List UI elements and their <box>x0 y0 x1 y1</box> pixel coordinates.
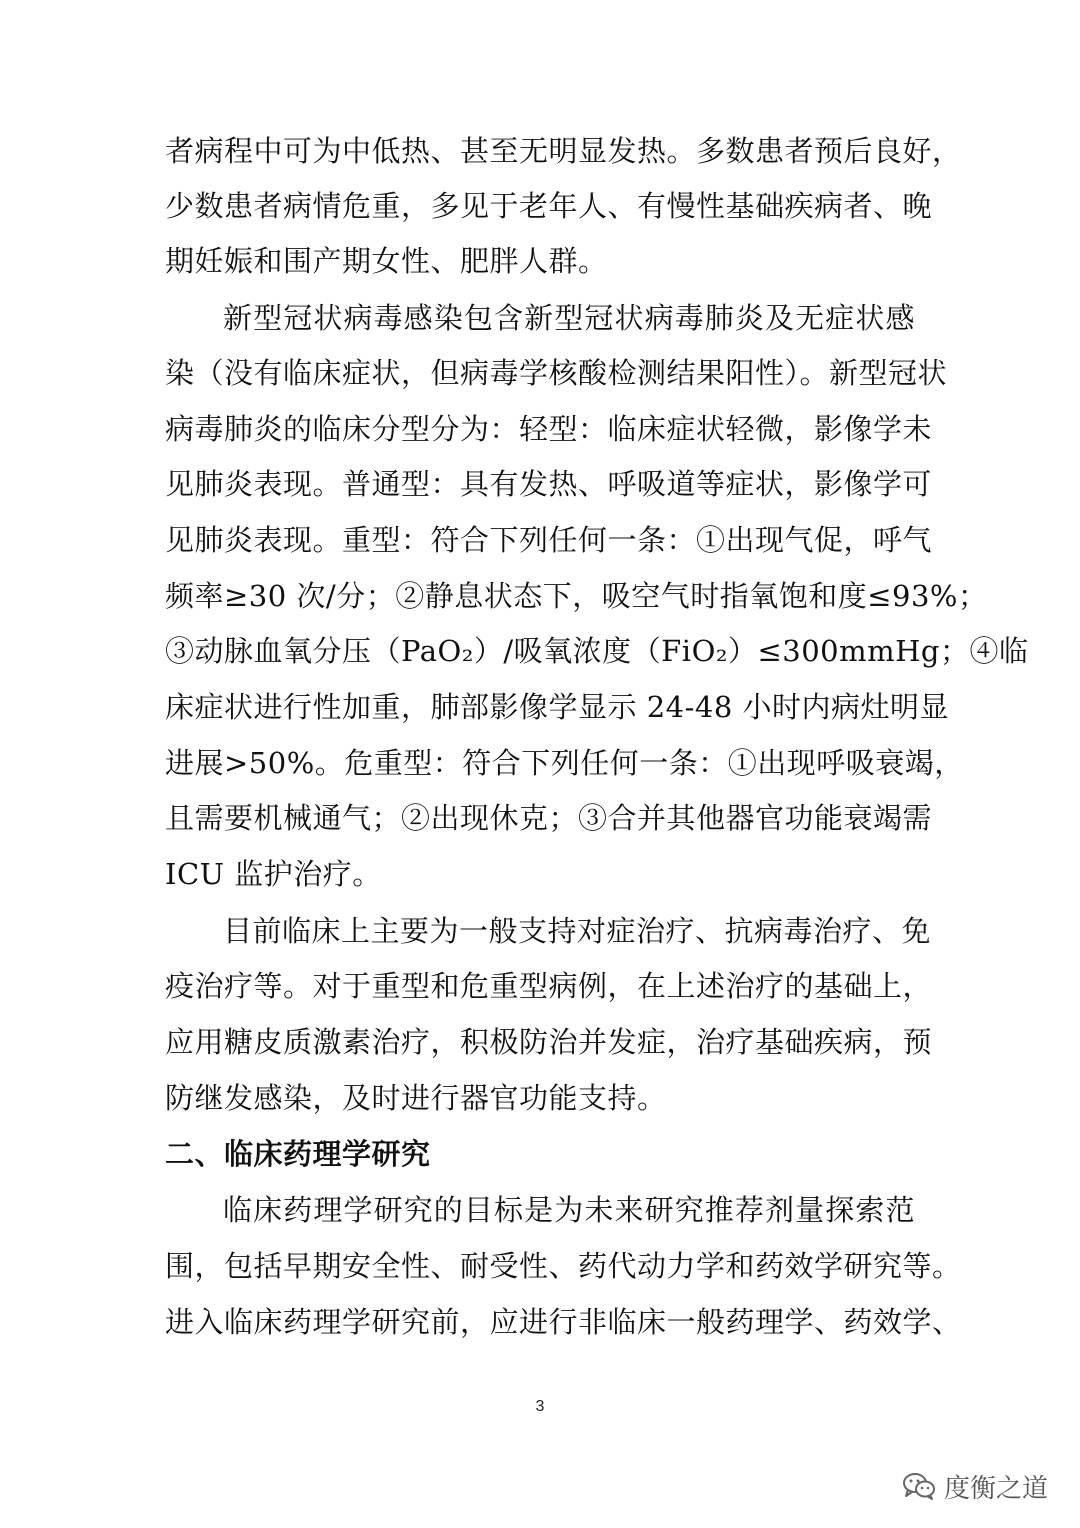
paragraph-2-line-7: ③动脉血氧分压（PaO₂）/吸氧浓度（FiO₂）≤300mmHg；④临 <box>165 634 1029 668</box>
paragraph-2-line-2: 染（没有临床症状，但病毒学核酸检测结果阳性）。新型冠状 <box>165 356 948 390</box>
paragraph-2-line-11: ICU 监护治疗。 <box>165 857 382 891</box>
section-paragraph-line-3: 进入临床药理学研究前，应进行非临床一般药理学、药效学、 <box>165 1305 962 1339</box>
paragraph-3-line-3: 应用糖皮质激素治疗，积极防治并发症，治疗基础疾病，预 <box>165 1025 933 1059</box>
paragraph-2-line-6: 频率≥30 次/分；②静息状态下，吸空气时指氧饱和度≤93%； <box>165 579 988 613</box>
paragraph-2-line-3: 病毒肺炎的临床分型分为：轻型：临床症状轻微，影像学未 <box>165 412 933 446</box>
paragraph-3-line-1: 目前临床上主要为一般支持对症治疗、抗病毒治疗、免 <box>223 914 932 948</box>
wechat-icon <box>902 1471 936 1501</box>
paragraph-2-line-8: 床症状进行性加重，肺部影像学显示 24-48 小时内病灶明显 <box>165 690 950 724</box>
paragraph-3-line-4: 防继发感染，及时进行器官功能支持。 <box>165 1081 667 1115</box>
watermark <box>902 1464 1048 1508</box>
section-heading: 二、临床药理学研究 <box>165 1137 431 1171</box>
page-number: 3 <box>535 1398 545 1415</box>
watermark-text: 度衡之道 <box>944 1473 1049 1504</box>
section-paragraph-line-2: 围，包括早期安全性、耐受性、药代动力学和药效学研究等。 <box>165 1249 962 1283</box>
paragraph-1-line-1: 者病程中可为中低热、甚至无明显发热。多数患者预后良好， <box>165 134 962 168</box>
paragraph-2-line-10: 且需要机械通气；②出现休克；③合并其他器官功能衰竭需 <box>165 801 933 835</box>
paragraph-2-line-4: 见肺炎表现。普通型：具有发热、呼吸道等症状，影像学可 <box>165 467 933 501</box>
section-paragraph-line-1: 临床药理学研究的目标是为未来研究推荐剂量探索范 <box>223 1193 915 1227</box>
paragraph-2-line-5: 见肺炎表现。重型：符合下列任何一条：①出现气促，呼气 <box>165 523 933 557</box>
paragraph-2-line-9: 进展>50%。危重型：符合下列任何一条：①出现呼吸衰竭， <box>165 746 964 780</box>
paragraph-1-line-2: 少数患者病情危重，多见于老年人、有慢性基础疾病者、晚 <box>165 189 933 223</box>
paragraph-1-line-3: 期妊娠和围产期女性、肥胖人群。 <box>165 244 608 278</box>
paragraph-2-line-1: 新型冠状病毒感染包含新型冠状病毒肺炎及无症状感 <box>223 301 915 335</box>
paragraph-3-line-2: 疫治疗等。对于重型和危重型病例，在上述治疗的基础上， <box>165 969 933 1003</box>
